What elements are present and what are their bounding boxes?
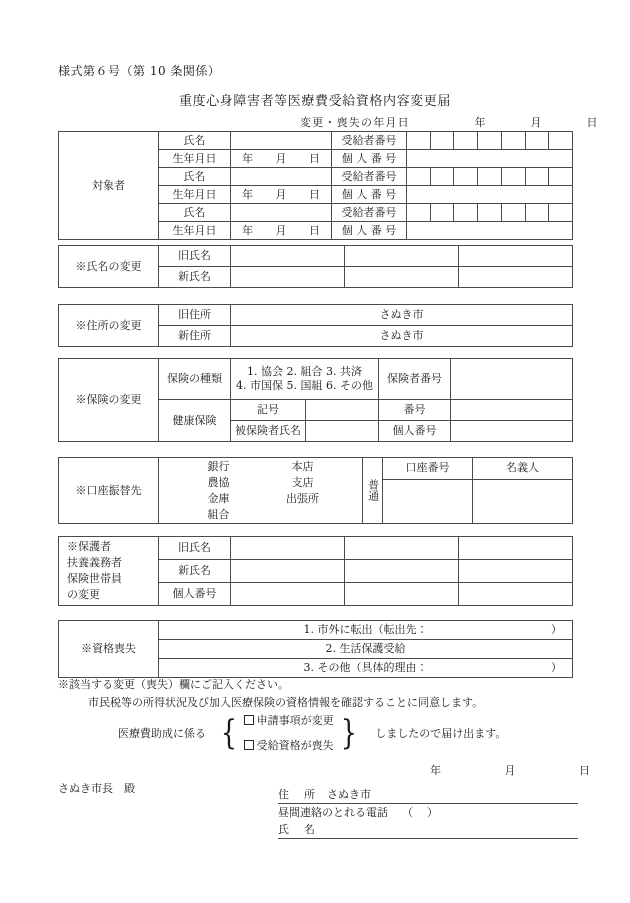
consent-statement: 市民税等の所得状況及び加入医療保険の資格情報を確認することに同意します。	[88, 696, 484, 709]
guardian-personal-number-label: 個人番号	[159, 583, 231, 606]
recipient-digit[interactable]	[431, 204, 455, 221]
table-row	[59, 537, 573, 560]
subject-personal-label-3: 個 人 番 号	[332, 222, 407, 240]
insurer-number-value[interactable]	[451, 359, 573, 400]
loss-option-2-text: 2. 生活保護受給	[325, 642, 406, 656]
birth-month: 月	[275, 187, 287, 201]
name-change-section-label: ※氏名の変更	[59, 246, 159, 288]
bank-section-label: ※口座振替先	[59, 458, 159, 524]
signature-name-row[interactable]	[278, 821, 578, 839]
birth-day: 日	[308, 223, 320, 237]
bank-option-nokyo[interactable]: 農協	[207, 475, 230, 489]
insurance-number-label: 番号	[379, 400, 451, 421]
insurer-number-label: 保険者番号	[379, 359, 451, 400]
signature-block	[278, 786, 578, 839]
change-loss-year[interactable]: 年	[474, 116, 486, 129]
signature-tel-row[interactable]	[278, 804, 578, 821]
submission-month[interactable]: 月	[504, 764, 516, 777]
signature-tel-close: ）	[427, 806, 438, 819]
guardian-label-line4: の変更	[67, 587, 100, 601]
submission-year[interactable]: 年	[430, 764, 441, 777]
branch-option-shucchoujo[interactable]: 出張所	[286, 491, 319, 505]
name-change-old-c1[interactable]	[231, 246, 345, 267]
recipient-digit[interactable]	[431, 168, 455, 185]
insurance-symbol-value[interactable]	[306, 400, 378, 420]
guardian-old-c1[interactable]	[231, 537, 345, 560]
name-change-new-c1[interactable]	[231, 267, 345, 288]
insurance-change-table	[58, 358, 573, 442]
form-number: 様式第６号（第 10 条関係）	[58, 64, 221, 78]
recipient-digit[interactable]	[478, 168, 502, 185]
recipient-digit[interactable]	[478, 132, 502, 149]
name-change-table	[58, 245, 573, 288]
guardian-pn-c3[interactable]	[459, 583, 573, 606]
subject-birth-value-1[interactable]	[231, 150, 332, 168]
loss-option-1-close: ）	[551, 623, 562, 637]
bank-option-ginko[interactable]: 銀行	[207, 460, 230, 473]
choice-application-change[interactable]	[244, 712, 334, 728]
bank-transfer-table	[58, 457, 573, 524]
branch-option-honten[interactable]: 本店	[291, 460, 314, 473]
subject-name-value-3[interactable]	[231, 204, 332, 222]
recipient-digit[interactable]	[526, 132, 550, 149]
submission-date-row	[430, 762, 590, 778]
subject-personal-value-3[interactable]	[407, 222, 573, 240]
insurance-section-label: ※保険の変更	[59, 359, 159, 442]
guardian-new-name-label: 新氏名	[159, 560, 231, 583]
insurance-kind-line1: 1. 協会 2. 組合 3. 共済	[247, 365, 362, 379]
insurance-personal-number-label: 個人番号	[379, 421, 451, 442]
subject-name-value-1[interactable]	[231, 132, 332, 150]
subject-birth-label-2: 生年月日	[159, 186, 231, 204]
recipient-digit[interactable]	[454, 132, 478, 149]
subject-name-label-3: 氏名	[159, 204, 231, 222]
subject-birth-label-1: 生年月日	[159, 150, 231, 168]
checkbox-icon[interactable]	[244, 715, 254, 725]
choice-application-change-label: 申請事項が変更	[256, 714, 334, 727]
loss-option-1[interactable]	[159, 621, 573, 640]
guardian-label-line1: ※保護者	[67, 540, 111, 554]
addressee-mayor: さぬき市長 殿	[58, 782, 135, 795]
subject-recipient-label-2: 受給者番号	[332, 168, 407, 186]
subject-birth-value-3[interactable]	[231, 222, 332, 240]
guardian-old-c2[interactable]	[345, 537, 459, 560]
birth-month: 月	[275, 151, 287, 165]
subject-birth-value-2[interactable]	[231, 186, 332, 204]
subject-personal-label-1: 個 人 番 号	[332, 150, 407, 168]
guardian-label-line2: 扶養義務者	[67, 556, 122, 570]
guardian-change-table	[58, 536, 573, 606]
birth-day: 日	[308, 187, 320, 201]
insured-name-label: 被保険者氏名	[231, 421, 306, 441]
loss-option-1-text: 1. 市外に転出（転出先：	[303, 623, 428, 637]
recipient-number-boxes	[407, 168, 572, 185]
recipient-number-boxes	[407, 204, 572, 221]
address-change-new-label: 新住所	[159, 326, 231, 347]
subject-recipient-value-3[interactable]	[407, 204, 573, 222]
change-loss-day[interactable]: 日	[586, 116, 598, 129]
change-loss-date-fields	[410, 114, 620, 130]
table-row	[59, 621, 573, 640]
bank-option-kinko[interactable]: 金庫	[207, 491, 230, 505]
subject-personal-value-2[interactable]	[407, 186, 573, 204]
health-insurance-label: 健康保険	[159, 400, 231, 442]
choice-qualification-loss-label: 受給資格が喪失	[256, 739, 334, 752]
signature-address-label: 住 所	[278, 788, 317, 801]
recipient-digit[interactable]	[454, 168, 478, 185]
bank-institution-options[interactable]	[177, 459, 261, 523]
recipient-digit[interactable]	[478, 204, 502, 221]
table-row	[59, 246, 573, 267]
account-type-cell[interactable]	[363, 458, 383, 524]
recipient-digit[interactable]	[502, 204, 526, 221]
address-change-table	[58, 304, 573, 347]
address-change-new-value[interactable]: さぬき市	[231, 326, 573, 347]
recipient-digit[interactable]	[454, 204, 478, 221]
birth-month: 月	[275, 223, 287, 237]
address-change-old-label: 旧住所	[159, 305, 231, 326]
guardian-label-line3: 保険世帯員	[67, 572, 122, 585]
submission-day[interactable]: 日	[579, 764, 590, 777]
declaration-suffix: しましたので届け出ます。	[375, 726, 507, 740]
branch-option-shiten[interactable]: 支店	[291, 475, 314, 489]
insurance-personal-number-value[interactable]	[451, 421, 573, 442]
insurance-number-value[interactable]	[451, 400, 573, 421]
loss-option-2[interactable]	[159, 640, 573, 659]
name-change-new-label: 新氏名	[159, 267, 231, 288]
account-holder-label: 名義人	[473, 458, 573, 480]
table-row	[59, 132, 573, 150]
account-number-label: 口座番号	[383, 458, 473, 480]
recipient-digit[interactable]	[407, 168, 431, 185]
birth-year: 年	[242, 223, 254, 237]
guardian-old-c3[interactable]	[459, 537, 573, 560]
checkbox-icon[interactable]	[244, 740, 254, 750]
signature-address-row[interactable]	[278, 786, 578, 804]
subject-recipient-label-3: 受給者番号	[332, 204, 407, 222]
subject-table	[58, 131, 573, 240]
declaration-block: 医療費助成に係る { 申請事項が変更 受給資格が喪失 } しましたので届け出ます。	[118, 712, 507, 753]
loss-option-3-close: ）	[551, 661, 562, 675]
loss-option-3-text: 3. その他（具体的理由：	[303, 661, 428, 675]
subject-name-label-1: 氏名	[159, 132, 231, 150]
recipient-number-boxes	[407, 132, 572, 149]
guardian-pn-c2[interactable]	[345, 583, 459, 606]
signature-name-label: 氏 名	[278, 823, 317, 836]
change-loss-date-label: 変更・喪失の年月日	[300, 116, 410, 129]
account-type-label: 普通	[366, 479, 380, 502]
bank-branch-options[interactable]	[261, 459, 345, 507]
account-number-value[interactable]	[383, 479, 473, 523]
recipient-digit[interactable]	[549, 132, 572, 149]
bank-option-kumiai[interactable]: 組合	[207, 507, 230, 521]
change-loss-month[interactable]: 月	[530, 116, 542, 129]
insured-name-value[interactable]	[306, 421, 378, 441]
recipient-digit[interactable]	[549, 204, 572, 221]
subject-recipient-value-2[interactable]	[407, 168, 573, 186]
subject-personal-label-2: 個 人 番 号	[332, 186, 407, 204]
name-change-new-c3[interactable]	[459, 267, 573, 288]
table-row	[59, 305, 573, 326]
bank-institution-cell[interactable]	[159, 458, 363, 524]
qualification-loss-table	[58, 620, 573, 678]
table-row	[59, 458, 573, 480]
name-change-old-c3[interactable]	[459, 246, 573, 267]
recipient-digit[interactable]	[502, 168, 526, 185]
recipient-digit[interactable]	[502, 132, 526, 149]
recipient-digit[interactable]	[431, 132, 455, 149]
guardian-pn-c1[interactable]	[231, 583, 345, 606]
name-change-old-label: 旧氏名	[159, 246, 231, 267]
insurance-symbol-label: 記号	[231, 400, 306, 420]
recipient-digit[interactable]	[526, 168, 550, 185]
change-loss-date-row	[300, 114, 620, 130]
name-change-new-c2[interactable]	[345, 267, 459, 288]
birth-year: 年	[242, 151, 254, 165]
address-change-section-label: ※住所の変更	[59, 305, 159, 347]
subject-recipient-label-1: 受給者番号	[332, 132, 407, 150]
instruction-note: ※該当する変更（喪失）欄にご記入ください。	[58, 678, 289, 691]
subject-recipient-value-1[interactable]	[407, 132, 573, 150]
subject-name-value-2[interactable]	[231, 168, 332, 186]
page-title: 重度心身障害者等医療費受給資格内容変更届	[178, 94, 451, 109]
guardian-old-name-label: 旧氏名	[159, 537, 231, 560]
signature-tel-label: 昼間連絡のとれる電話	[278, 806, 388, 819]
recipient-digit[interactable]	[549, 168, 572, 185]
birth-year: 年	[242, 187, 254, 201]
insurance-kind-line2: 4. 市国保 5. 国組 6. その他	[236, 379, 373, 392]
insurance-kind-label: 保険の種類	[159, 359, 231, 400]
insurance-kind-options[interactable]	[231, 359, 379, 400]
guardian-section-label	[59, 537, 159, 606]
name-change-old-c2[interactable]	[345, 246, 459, 267]
recipient-digit[interactable]	[407, 132, 431, 149]
table-row	[59, 359, 573, 400]
declaration-prefix: 医療費助成に係る	[118, 726, 206, 740]
signature-address-value[interactable]: さぬき市	[327, 788, 371, 801]
guardian-new-c3[interactable]	[459, 560, 573, 583]
account-holder-value[interactable]	[473, 479, 573, 523]
guardian-new-c1[interactable]	[231, 560, 345, 583]
declaration-choices	[244, 712, 334, 753]
signature-tel-open: （	[402, 806, 427, 819]
insurance-symbol-cell	[231, 400, 379, 421]
recipient-digit[interactable]	[526, 204, 550, 221]
subject-section-label: 対象者	[59, 132, 159, 240]
address-change-old-value[interactable]: さぬき市	[231, 305, 573, 326]
subject-personal-value-1[interactable]	[407, 150, 573, 168]
subject-birth-label-3: 生年月日	[159, 222, 231, 240]
loss-option-3[interactable]	[159, 659, 573, 678]
guardian-new-c2[interactable]	[345, 560, 459, 583]
recipient-digit[interactable]	[407, 204, 431, 221]
subject-name-label-2: 氏名	[159, 168, 231, 186]
insured-name-cell	[231, 421, 379, 442]
birth-day: 日	[308, 151, 320, 165]
loss-section-label: ※資格喪失	[59, 621, 159, 678]
choice-qualification-loss[interactable]	[244, 737, 334, 753]
